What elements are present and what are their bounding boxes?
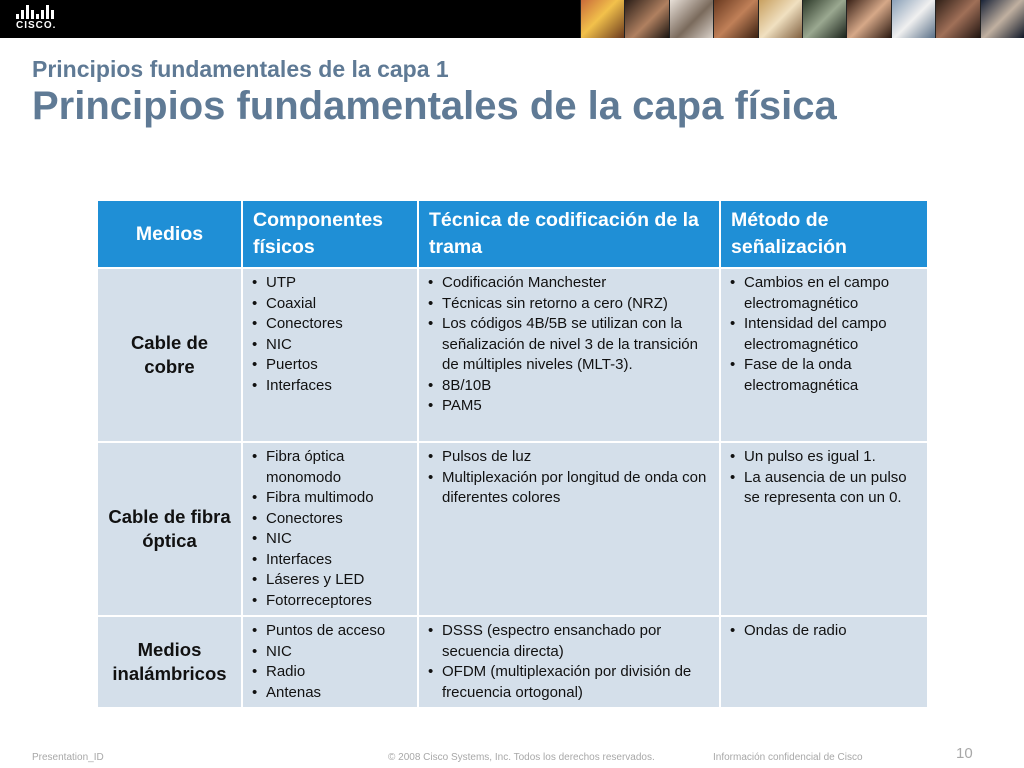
page-number: 10 — [956, 745, 973, 762]
list-item: • Coaxial — [266, 294, 411, 315]
list-item: • Técnicas sin retorno a cero (NRZ) — [442, 294, 713, 315]
copper-signaling-cell — [720, 268, 928, 442]
header-signaling: Método de señalización — [720, 200, 928, 268]
cisco-bars-icon — [16, 5, 56, 19]
photo-7 — [846, 0, 890, 38]
header-encoding: Técnica de codificación de la trama — [418, 200, 720, 268]
slide-title: Principios fundamentales de la capa física — [32, 84, 837, 128]
list-item: • Conectores — [266, 314, 411, 335]
photo-8 — [891, 0, 935, 38]
list-item: • Conectores — [266, 509, 411, 530]
list-item: • Antenas — [266, 683, 411, 704]
list-item: • Ondas de radio — [744, 621, 921, 642]
list-item: • Interfaces — [266, 376, 411, 397]
list-item: • Los códigos 4B/5B se utilizan con la señalización de nivel 3 de la transición de múltiples niveles (MLT-3). — [442, 314, 713, 376]
media-fiber: Cable de fibra óptica — [97, 442, 242, 616]
media-comparison-table — [96, 199, 929, 709]
table-row-wireless — [97, 616, 928, 708]
photo-9 — [935, 0, 979, 38]
photo-2 — [624, 0, 668, 38]
footer-copyright: © 2008 Cisco Systems, Inc. Todos los derechos reservados. — [388, 752, 655, 763]
logo-text: CISCO. — [16, 20, 57, 31]
table-row-fiber — [97, 442, 928, 616]
list-item: • Cambios en el campo electromagnético — [744, 273, 921, 314]
list-item: • Puertos — [266, 355, 411, 376]
list-item: • PAM5 — [442, 396, 713, 417]
photo-1 — [580, 0, 624, 38]
footer-confidential: Información confidencial de Cisco — [713, 752, 863, 763]
list-item: • NIC — [266, 335, 411, 356]
list-item: • Fase de la onda electromagnética — [744, 355, 921, 396]
wireless-encoding-cell — [418, 616, 720, 708]
media-wireless: Medios inalámbricos — [97, 616, 242, 708]
list-item: • Puntos de acceso — [266, 621, 411, 642]
wireless-components-cell — [242, 616, 418, 708]
list-item: • DSSS (espectro ensanchado por secuencia directa) — [442, 621, 713, 662]
table-row-copper — [97, 268, 928, 442]
list-item: • Fotorreceptores — [266, 591, 411, 612]
photo-5 — [758, 0, 802, 38]
copper-components-cell — [242, 268, 418, 442]
top-banner — [0, 0, 1024, 38]
list-item: • Intensidad del campo electromagnético — [744, 314, 921, 355]
people-photo-strip — [580, 0, 1024, 38]
list-item: • Interfaces — [266, 550, 411, 571]
fiber-encoding-cell — [418, 442, 720, 616]
list-item: • Láseres y LED — [266, 570, 411, 591]
list-item: • NIC — [266, 529, 411, 550]
fiber-components-cell — [242, 442, 418, 616]
header-components: Componentes físicos — [242, 200, 418, 268]
list-item: • Codificación Manchester — [442, 273, 713, 294]
cisco-logo — [14, 5, 58, 33]
photo-6 — [802, 0, 846, 38]
list-item: • Un pulso es igual 1. — [744, 447, 921, 468]
list-item: • La ausencia de un pulso se representa con un 0. — [744, 468, 921, 509]
list-item: • UTP — [266, 273, 411, 294]
slide-subtitle: Principios fundamentales de la capa 1 — [32, 56, 449, 82]
header-media: Medios — [97, 200, 242, 268]
list-item: • 8B/10B — [442, 376, 713, 397]
fiber-signaling-cell — [720, 442, 928, 616]
photo-4 — [713, 0, 757, 38]
list-item: • OFDM (multiplexación por división de frecuencia ortogonal) — [442, 662, 713, 703]
footer-presentation-id: Presentation_ID — [32, 752, 104, 763]
list-item: • Radio — [266, 662, 411, 683]
table-header-row — [97, 200, 928, 268]
copper-encoding-cell — [418, 268, 720, 442]
photo-3 — [669, 0, 713, 38]
list-item: • Fibra óptica monomodo — [266, 447, 411, 488]
photo-10 — [980, 0, 1024, 38]
list-item: • Multiplexación por longitud de onda con diferentes colores — [442, 468, 713, 509]
list-item: • NIC — [266, 642, 411, 663]
list-item: • Pulsos de luz — [442, 447, 713, 468]
wireless-signaling-cell — [720, 616, 928, 708]
media-copper: Cable de cobre — [97, 268, 242, 442]
list-item: • Fibra multimodo — [266, 488, 411, 509]
